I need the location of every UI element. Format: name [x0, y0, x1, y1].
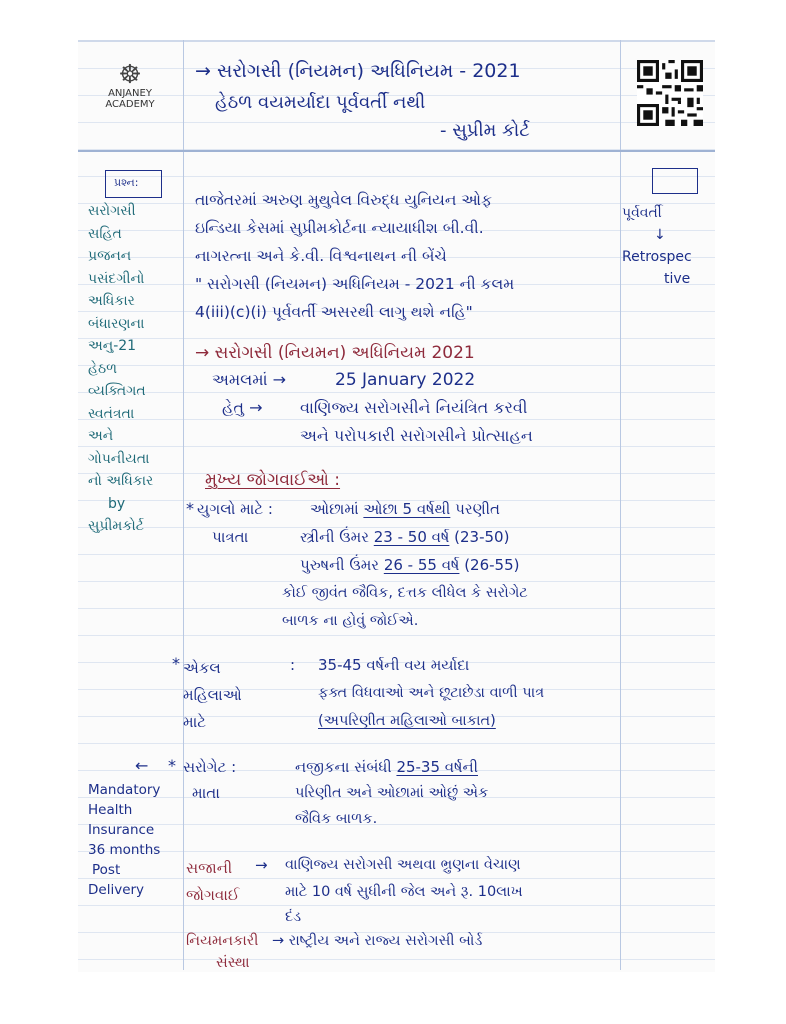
penalty-line-3: દંડ: [285, 909, 302, 925]
act-purpose-label: હેતુ →: [222, 398, 263, 417]
intro-line: ઇન્ડિયા કેસમાં સુપ્રીમકોર્ટના ન્યાયાધીશ બી.વી.: [195, 219, 484, 237]
margin-line: બંધારણના: [88, 315, 145, 332]
margin-line: સરોગસી: [88, 203, 136, 219]
margin-line: અનુ-21: [88, 338, 137, 354]
act-effect-date: 25 January 2022: [335, 370, 476, 390]
margin-line: સ્વતંત્રતા: [88, 405, 135, 422]
question-box: [105, 170, 162, 198]
answer-box: [652, 168, 698, 194]
intro-line: " સરોગસી (નિયમન) અધિનિયમ - 2021 ની કલમ: [195, 275, 515, 293]
margin-line: by: [108, 495, 126, 512]
margin-line: વ્યક્તિગત: [88, 383, 146, 399]
surrogate-line-2: પરિણીત અને ઓછામાં ઓછું એક: [295, 785, 489, 801]
act-purpose-2: અને પરોપકારી સરોગસીને પ્રોત્સાહન: [300, 426, 533, 445]
intro-paragraph: [195, 186, 514, 326]
act-purpose-1: વાણિજ્ય સરોગસીને નિયંત્રિત કરવી: [300, 398, 528, 417]
single-line-1: 35-45 વર્ષની વય મર્યાદા: [318, 656, 470, 674]
surrogate-line-3: જૈવિક બાળક.: [295, 811, 378, 827]
couple-label: યુગલો માટે :: [197, 500, 273, 518]
retro-english-1: Retrospec: [622, 249, 692, 265]
couple-line-2: સ્ત્રીની ઉંમર 23 - 50 વર્ષ (23-50): [300, 528, 510, 546]
margin-line: હેઠળ: [88, 360, 118, 377]
header-title: → સરોગસી (નિયમન) અધિનિયમ - 2021: [195, 60, 521, 82]
margin-line: પસંદગીનો: [88, 270, 145, 287]
academy-logo: [90, 62, 170, 124]
insurance-note: Mandatory Health Insurance 36 months Post Delivery: [88, 782, 161, 898]
bullet-star-icon: *: [168, 756, 176, 775]
margin-line: ગોપનીયતા: [88, 450, 150, 467]
regulator-line-1: → રાષ્ટ્રીય અને રાજ્ય સરોગસી બોર્ડ: [272, 933, 483, 949]
act-effect-label: અમલમાં →: [212, 370, 286, 389]
margin-line: અધિકાર: [88, 293, 135, 309]
logo-emblem-icon: ☸: [118, 60, 142, 90]
couple-line-1: ઓછામાં ઓછા 5 વર્ષથી પરણીત: [310, 500, 500, 518]
single-women-label: એકલ મહિલાઓ માટે: [183, 659, 242, 731]
couple-sublabel: પાત્રતા: [212, 528, 249, 546]
right-margin-line: [620, 40, 621, 970]
surrogate-line-1: નજીકના સંબંધી 25-35 વર્ષની: [295, 758, 478, 776]
header-source: - સુપ્રીમ કોર્ટ: [440, 120, 530, 141]
surrogate-label: સરોગેટ :: [183, 758, 237, 776]
single-colon: :: [290, 656, 296, 674]
provisions-heading: મુખ્ય જોગવાઈઓ :: [205, 470, 341, 490]
act-heading: → સરોગસી (નિયમન) અધિનિયમ 2021: [195, 343, 475, 363]
margin-line: નો અધિકાર: [88, 473, 154, 489]
single-line-3: (અપરિણીત મહિલાઓ બાકાત): [318, 713, 496, 729]
header-divider: [78, 150, 715, 152]
bullet-star-icon: *: [186, 499, 194, 518]
penalty-line-2: માટે 10 વર્ષ સુધીની જેલ અને રૂ. 10લાખ: [285, 884, 523, 900]
surrogate-sublabel: માતા: [192, 784, 220, 802]
right-margin-note: [622, 200, 692, 290]
logo-text-line2: ACADEMY: [105, 99, 155, 110]
intro-line: નાગરત્ના અને કે.વી. વિશ્વનાથન ની બેંચે: [195, 247, 447, 265]
couple-line-4: કોઈ જીવંત જૈવિક, દત્તક લીધેલ કે સરોગેટ: [282, 585, 528, 601]
left-margin-note: [88, 200, 188, 538]
intro-line: 4(iii)(c)(i) પૂર્વવર્તી અસરથી લાગુ થશે નહિ": [195, 303, 473, 321]
couple-line-5: બાળક ના હોવું જોઈએ.: [282, 613, 419, 629]
intro-line: તાજેતરમાં અરુણ મુથુવેલ વિરુદ્ધ યુનિયન ઓફ: [195, 191, 493, 209]
margin-line: અને: [88, 428, 114, 444]
retro-term: પૂર્વવર્તી: [622, 205, 662, 221]
down-arrow-icon: ↓: [654, 227, 666, 243]
margin-line: પ્રજનન: [88, 248, 132, 264]
question-label: પ્રશ્ન:: [114, 176, 139, 189]
retro-english-2: tive: [664, 271, 691, 287]
margin-line: સુપ્રીમકોર્ટ: [88, 518, 144, 534]
margin-line: સહિત: [88, 225, 122, 242]
logo-text-line1: ANJANEY: [108, 88, 152, 99]
header-subtitle: હેઠળ વયમર્યાદા પૂર્વવર્તી નથી: [215, 92, 426, 113]
penalty-arrow-icon: →: [255, 856, 268, 874]
penalty-label: સજાની જોગવાઈ: [186, 859, 240, 904]
regulator-label: નિયમનકારી સંસ્થા: [186, 933, 259, 971]
couple-line-3: પુરુષની ઉંમર 26 - 55 વર્ષ (26-55): [300, 556, 520, 574]
bullet-star-icon: *: [172, 654, 180, 673]
penalty-line-1: વાણિજ્ય સરોગસી અથવા ભ્રુણના વેચાણ: [285, 857, 521, 873]
qr-code-icon: [637, 60, 703, 126]
left-arrow-icon: ←: [135, 756, 149, 775]
single-line-2: ફક્ત વિધવાઓ અને છૂટાછેડા વાળી પાત્ર: [318, 685, 545, 701]
